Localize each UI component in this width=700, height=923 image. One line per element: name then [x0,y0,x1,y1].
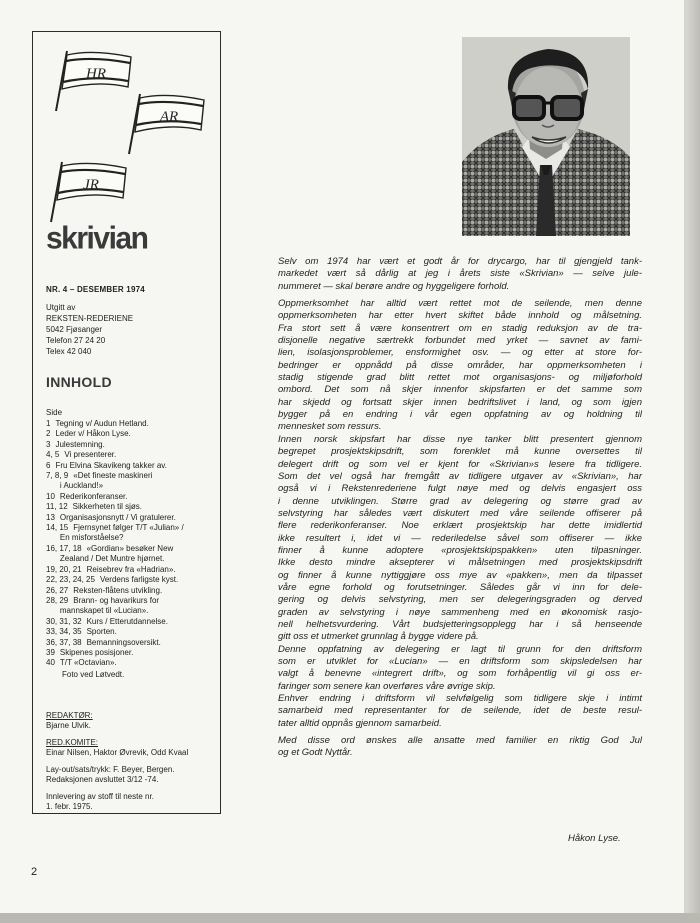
toc-page-number: 3 [46,439,51,449]
article-paragraph [278,644,642,693]
editorial-credits [46,711,188,812]
toc-page-number: 28, 29 [46,595,69,605]
article-line: samarbeid med representanter for de seilende, idet de beste resul- [278,705,642,717]
publisher-info [46,302,133,357]
toc-title: Reksten-flåtens utvikling. [73,585,163,595]
article-line: tater alltid oppnås gjennom samarbeid. [278,717,442,729]
flag-jr-logo [48,160,130,225]
article-line: Denne oppfatning av delegering er lagt til grunn for den driftsform [278,643,642,655]
toc-title: «Det fineste maskineri [73,471,153,481]
publisher-line: 5042 Fjøsanger [46,325,103,334]
toc-page-number: 40 [46,658,55,668]
editor-label: REDAKTØR: [46,711,93,720]
toc-title: Sikkerheten til sjøs. [72,502,143,512]
article-line: og finner å kunne nyttiggjøre oss mye av «pakken», men da tilpasset [278,569,642,581]
layout-credit: Lay-out/sats/trykk: F. Beyer, Bergen. [46,765,175,774]
publisher-line: Telefon 27 24 20 [46,336,106,345]
article-paragraph [278,298,642,434]
article-paragraph [278,735,642,760]
toc-title: Kurs / Etterutdannelse. [86,616,168,626]
toc-page-number: 19, 20, 21 [46,564,82,574]
toc-title: Zealand / Det Muntre hjørnet. [51,554,165,564]
flag-hr-logo [53,49,135,114]
article-line: Som det vel også har fremgått av tidligere utgaver av «Skrivian», har [278,470,642,482]
article-line: mennesket som ressurs. [278,421,382,433]
toc-entry [46,461,218,471]
toc-page-number: 10 [46,491,55,501]
toc-entry [46,533,218,543]
toc-title: Tegning v/ Audun Hetland. [55,419,149,428]
toc-entry [46,586,218,596]
toc-title: Reisebrev fra «Hadrian». [86,564,176,574]
toc-page-number: 6 [46,460,51,470]
toc-page-number: 4, 5 [46,450,60,460]
publisher-line: Utgitt av [46,303,76,312]
article-line: bygger på en endring i vår egen oppfatning av og holdning til [278,409,642,421]
article-line: bedringer er oppnådd på disse områder, har oppmerksomheten i [278,359,642,371]
author-portrait [462,37,630,236]
toc-entry [46,627,218,637]
article-line: og et Godt Nyttår. [278,747,353,759]
toc-entry [46,658,218,668]
svg-text:AR: AR [159,109,179,125]
toc-entry [46,596,218,606]
toc-title: «Gordian» besøker New [86,543,174,553]
toc-entry [46,575,218,585]
article-line: finner å kunne adoptere «prosjektskipspakken» uten tilpasninger. [278,544,642,556]
article-line: begrepet prosjektskipsdrift, som forenklet må kunne oversettes til [278,446,642,458]
toc-page-number: 22, 23, 24, 25 [46,575,95,585]
toc-title: Brann- og havarikurs for [73,595,160,605]
deadline-line: 1. febr. 1975. [46,802,93,811]
article-line: faringer som senere kan overføres våre øvrige skip. [278,680,496,692]
toc-title: Fru Elvina Skavikeng takker av. [55,460,167,470]
article-line: oppmerksomheten har etter hvert skiftet både innhold og målsetning. [278,310,642,322]
toc-page-number: 16, 17, 18 [46,543,82,553]
article-line: Fra stort sett å være konsentrert om en stadig reduksjon av de tra- [278,322,642,334]
page-column-label: Side [46,408,63,417]
toc-title: mannskapet til «Lucian». [51,606,149,616]
toc-entry [46,638,218,648]
flag-ar-logo [126,92,208,157]
author-signature: Håkon Lyse. [568,833,621,844]
article-line: valgt å benevne «integrert drift», og som forhåpentlig vil gi oss er- [278,668,642,680]
deadline-line: Innlevering av stoff til neste nr. [46,792,154,801]
committee-names: Einar Nilsen, Haktor Øvrevik, Odd Kvaal [46,748,189,757]
toc-entry [46,648,218,658]
article-line: våre egne forhold og forutsetninger. Således går vi inn for dele- [278,581,642,593]
article-line: Enhver endring i driftsform vil selvfølgelig som tidligere skje i intimt [278,693,642,705]
article-line: graden av selvstyring i nøye sammenheng med en økonomisk rasjo- [278,606,642,618]
article-line: disjonelle negative særtrekk forbundet med yrket — savnet av fami- [278,335,642,347]
toc-entry [46,544,218,554]
article-line: lien, isolasjonsproblemer, ensformighet osv. — og etter at store for- [278,347,642,359]
publisher-line: REKSTEN-REDERIENE [46,314,134,323]
article-paragraph [278,256,642,293]
article-line: delegert drift og som vel er kjent for «Skrivian»s lesere fra tidligere. [278,458,642,470]
toc-entry [46,523,218,533]
toc-title: En misforståelse? [51,533,124,543]
toc-entry [46,617,218,627]
toc-entry [46,471,218,481]
closing-date: Redaksjonen avsluttet 3/12 -74. [46,775,159,784]
article-line: gitt oss et utmerket grunnlag å bygge videre på. [278,631,479,643]
article-line: som er utviklet for «Lucian» — en driftsform som skipsledelsen har [278,656,642,667]
toc-title: Verdens farligste kyst. [99,575,179,585]
svg-text:JR: JR [83,177,99,193]
magazine-logo: skrivian [46,221,148,256]
toc-title: Julestemning. [55,439,105,449]
toc-title: Rederikonferanser. [59,491,128,501]
article-paragraph [278,693,642,730]
page-number: 2 [31,866,38,878]
article-line: Ikke desto mindre aksepterer vi målsetningen med prosjektskipsdrift [278,557,642,569]
photo-credit: Foto ved Løtvedt. [62,669,125,679]
article-line: ikke resultert i, idet vi — rederiledelse såvel som offiserer — ikke [278,532,642,544]
article-paragraph [278,434,642,644]
toc-page-number: 39 [46,647,55,657]
article-line: ombord. Det som nå skjer innenfor skipsfarten er det samme som [278,384,642,396]
issue-line: NR. 4 – DESEMBER 1974 [46,285,145,294]
article-line: Med disse ord ønskes alle ansatte med familier en riktig God Jul [278,735,642,747]
toc-page-number: 30, 31, 32 [46,616,82,626]
article-line: flere rederikonferanser. Noe erklært prosjektskip har dette imidlertid [278,520,642,532]
article-line: nell helhetsvurdering. Vårt budsjetteringsopplegg har i så henseende [278,618,642,630]
masthead-box [32,31,221,814]
toc-entry [46,440,218,450]
toc-entry [46,554,218,564]
toc-page-number: 26, 27 [46,585,69,595]
toc-title: i Auckland!» [51,481,104,491]
page-edge [686,0,700,923]
table-of-contents [46,419,218,680]
toc-entry [46,606,218,616]
toc-title: Bemanningsoversikt. [86,637,161,647]
toc-title: Vi presenterer. [64,450,117,460]
toc-entry [46,565,218,575]
article-line: Selv om 1974 har vært et godt år for drycargo, har til gjengjeld tank- [278,256,642,267]
toc-entry [46,502,218,512]
toc-title: T/T «Octavian». [59,658,117,668]
article-line: har skjedd og fortsatt skjer innen bedriftslivet i land, og som igjen [278,396,642,408]
toc-page-number: 1 [46,419,51,428]
article-line: Oppmerksomhet har alltid vært rettet mot de seilende, men denne [278,298,642,310]
toc-page-number: 13 [46,512,55,522]
toc-title: Organisasjonsnytt / Vi gratulerer. [59,512,176,522]
toc-title: Skipenes posisjoner. [59,647,134,657]
svg-text:HR: HR [86,66,106,82]
article-line: Innen norsk skipsfart har disse nye tanker blitt presentert gjennom [278,433,642,445]
toc-page-number: 14, 15 [46,523,69,533]
toc-page-number: 33, 34, 35 [46,627,82,637]
toc-page-number: 7, 8, 9 [46,471,69,481]
page-bottom-edge [0,913,700,923]
article-line: gering og delvis selvstyring, men ser delegeringsgraden og derved [278,594,642,606]
toc-entry [46,450,218,460]
toc-entry [46,513,218,523]
article-line: stadig stigende grad blitt rettet mot organisasjons- og miljøforhold [278,372,642,384]
toc-page-number: 11, 12 [46,502,68,512]
publisher-line: Telex 42 040 [46,347,92,356]
toc-title: Fjernsynet følger T/T «Julian» / [73,523,184,533]
article-line: markedet vært så dårlig at jeg i årets siste «Skrivian» — selve jule- [278,268,642,280]
toc-entry [46,481,218,491]
article-line: nummeret — skal berøre andre og hyggeligere forhold. [278,280,510,292]
toc-entry [46,419,218,429]
editor-name: Bjarne Ulvik. [46,721,91,730]
toc-page-number: 36, 37, 38 [46,637,82,647]
toc-entry [46,492,218,502]
contents-heading: INNHOLD [46,374,112,390]
toc-title: Leder v/ Håkon Lyse. [55,429,131,439]
toc-title: Sporten. [86,627,117,637]
committee-label: RED.KOMITE: [46,738,99,747]
toc-entry [46,429,218,439]
toc-page-number: 2 [46,429,51,439]
article-line: også vi i Rekstenrederiene fulgt nøye med og delvis engasjert oss [278,483,642,495]
article-line: selvstyring har således vært diskutert med våre seilende offiserer på [278,507,642,519]
editorial-article [278,256,642,760]
article-line: i denne utviklingen. Større grad av delegering og større grad av [278,495,642,507]
